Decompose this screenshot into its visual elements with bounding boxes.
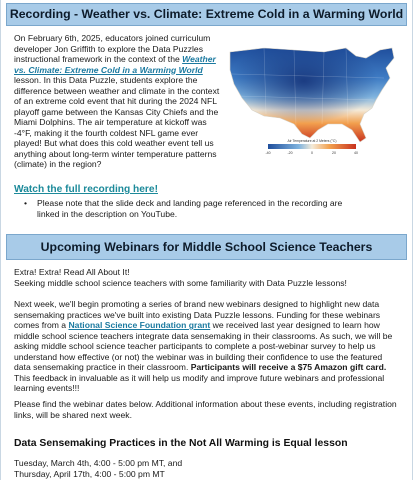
webinars-intro-line-2: Seeking middle school science teachers with some familiarity with Data Puzzle lessons! [14, 277, 347, 288]
gift-card-notice: Participants will receive a $75 Amazon gift card. [190, 362, 387, 372]
color-scale-bar [268, 144, 356, 149]
webinar-date-1: Tuesday, March 4th, 4:00 - 5:00 pm MT, and [14, 458, 183, 468]
map-caption: Air Temperature at 2 Meters (°C) [287, 139, 337, 143]
recording-note: Please note that the slide deck and landing page referenced in the recording are linked in the description on YouTube. [37, 198, 343, 219]
lesson-link[interactable]: Weather vs. Climate: Extreme Cold in a Warming World [14, 54, 216, 75]
nsf-grant-link[interactable]: National Science Foundation grant [68, 320, 211, 330]
watch-recording-link[interactable]: Watch the full recording here! [14, 184, 158, 195]
intro-text-after: lesson. In this Data Puzzle, students explore the difference between weather and climate in the context of an extreme cold event that hit during the 2024 NFL playoff game between the Kansas City Chiefs and the Miami Dolphins. The air temperature at kickoff was -4°F, making it the fourth coldest NFL game ever played! But what does this cold weather event tell us anything about long-term winter temperature patterns (climate) in the region? [14, 75, 220, 169]
webinars-details-before-link: Next week, we'll begin promoting a series of brand new webinars designed to highlight new data sensemaking practices we've built into existing Data Puzzle lessons. Funding for these webinars comes from a [14, 299, 381, 330]
webinars-title: Upcoming Webinars for Middle School Science Teachers [40, 240, 373, 254]
webinars-intro-line-1: Extra! Extra! Read All About It! [14, 267, 130, 277]
scale-tick-0: -40 [265, 151, 271, 155]
recording-title: Recording - Weather vs. Climate: Extreme Cold in a Warming World [9, 7, 404, 21]
temperature-map-image [224, 38, 400, 163]
bullet-icon: • [24, 198, 28, 208]
scale-tick-2: 0 [311, 151, 313, 155]
us-map-svg [224, 38, 400, 163]
webinars-details-paragraph [14, 299, 400, 394]
webinars-details-end: This feedback in invaluable as it will help us modify and improve future webinars and professional learning events!!! [14, 372, 385, 393]
webinar-dates [14, 458, 182, 480]
lesson-section-title: Data Sensemaking Practices in the Not All Warming is Equal lesson [14, 438, 348, 449]
recording-header [6, 3, 407, 26]
intro-text-before: On February 6th, 2025, educators joined curriculum developer Jon Griffith to explore the Data Puzzles instructional framework in the context of the [14, 33, 211, 64]
webinars-header [6, 234, 407, 260]
webinar-date-2: Thursday, April 17th, 4:00 - 5:00 pm MT [14, 469, 165, 479]
webinars-details-after-link: we received last year designed to learn how middle school science teachers integrate data sensemaking in their classrooms. As such, we will be asking middle school science teacher participants to complete a post-webinar survey to help us understand how effective (or not) the webinar was in building their confidence to use the featured data sensemaking practice in their classroom. [14, 320, 393, 372]
webinars-intro-paragraph [14, 267, 400, 288]
scale-tick-4: 40 [354, 151, 358, 155]
scale-tick-1: -20 [287, 151, 293, 155]
webinars-dates-intro: Please find the webinar dates below. Additional information about these events, including registration links, will be shared next week. [14, 399, 397, 420]
recording-note-list-item [24, 198, 364, 219]
intro-paragraph [14, 33, 224, 170]
scale-tick-3: 20 [332, 151, 336, 155]
